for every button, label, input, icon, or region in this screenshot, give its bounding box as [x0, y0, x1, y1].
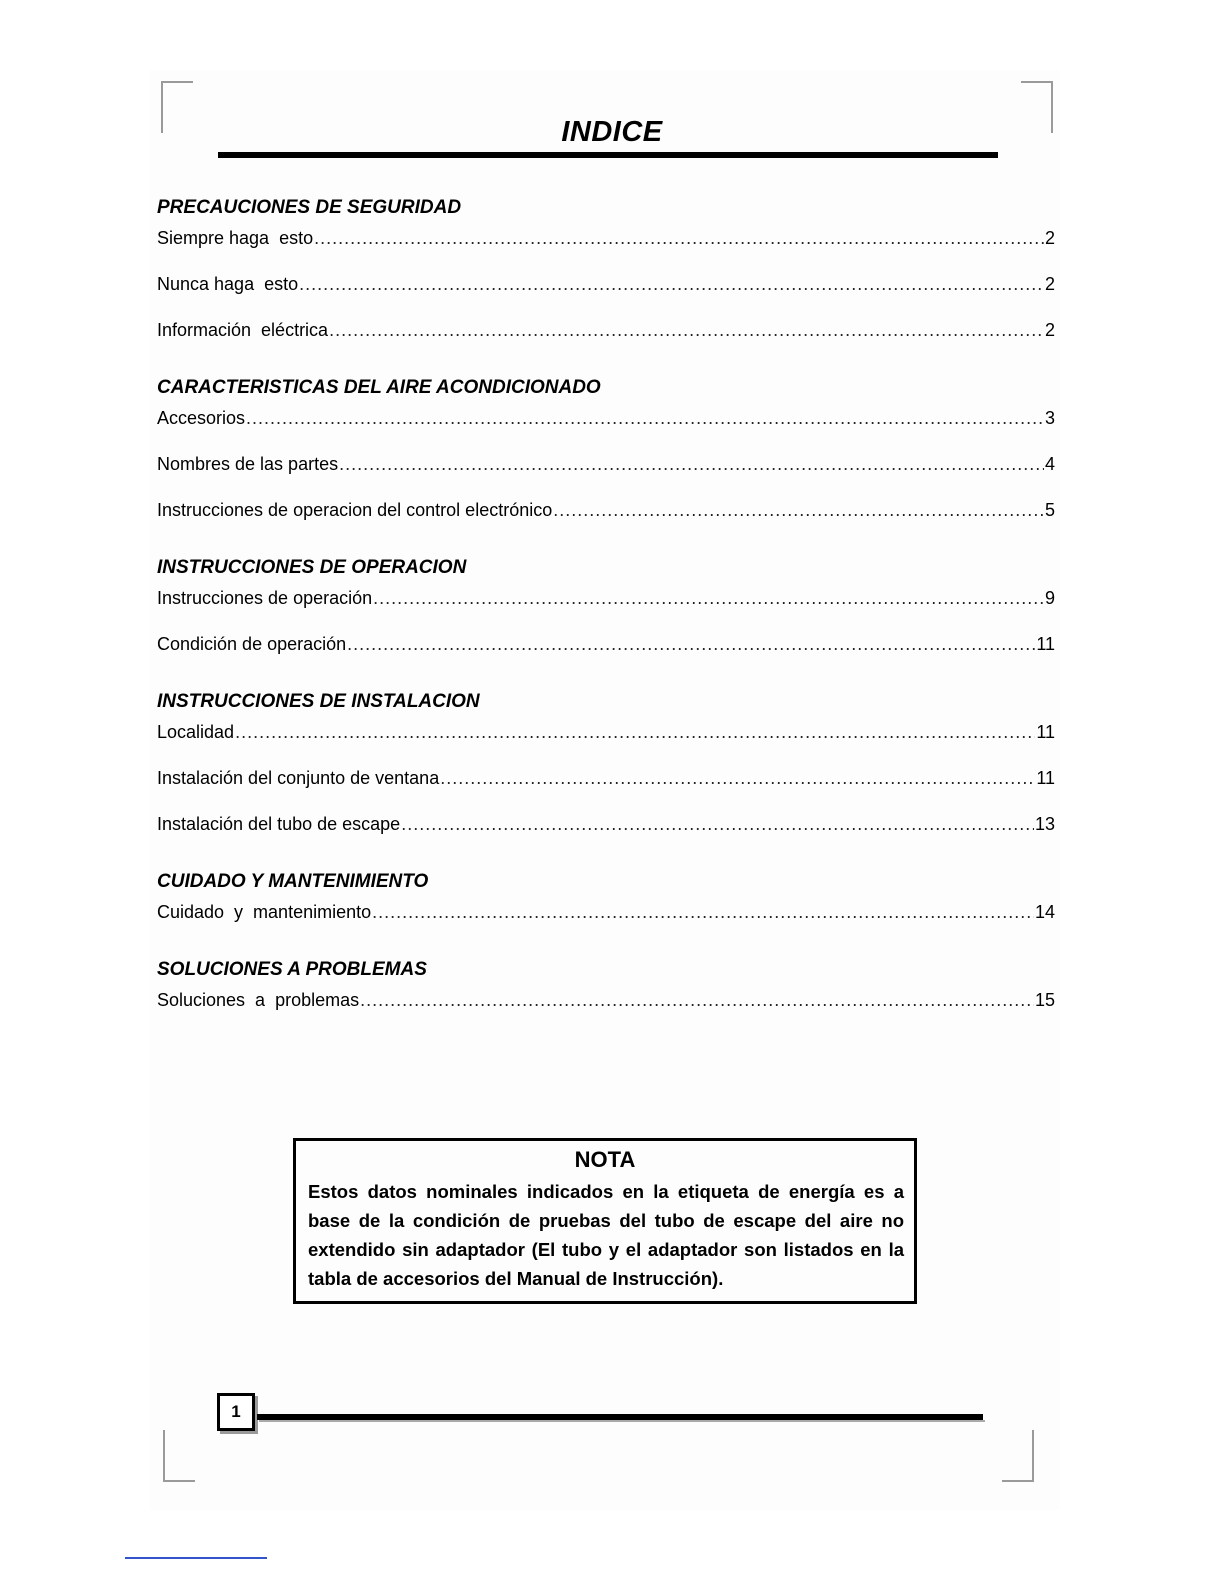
toc-entry[interactable] [157, 496, 1055, 540]
corner-mark-bottom-right [1002, 1430, 1034, 1482]
toc-leader-dots [373, 584, 1044, 612]
toc-entry[interactable] [157, 316, 1055, 360]
toc-entry[interactable] [157, 986, 1055, 1030]
toc-entry-page: 11 [1036, 722, 1055, 742]
section-heading: PRECAUCIONES DE SEGURIDAD [157, 197, 462, 218]
corner-mark-bottom-left [163, 1430, 195, 1482]
toc-leader-dots [372, 898, 1034, 926]
toc-entry[interactable] [157, 898, 1055, 942]
toc-entry-label: Instalación del tubo de escape [157, 814, 401, 834]
toc-entry[interactable] [157, 810, 1055, 854]
title-rule [218, 152, 998, 158]
toc-entry-label: Nunca haga esto [157, 274, 299, 294]
toc-entry-label: Instrucciones de operación [157, 588, 373, 608]
toc-leader-dots [235, 718, 1035, 746]
toc-entry[interactable] [157, 764, 1055, 808]
section-gap [157, 854, 1055, 868]
toc-entry[interactable] [157, 270, 1055, 314]
section-heading: CARACTERISTICAS DEL AIRE ACONDICIONADO [157, 377, 601, 398]
toc-leader-dots [347, 630, 1035, 658]
section-gap [157, 360, 1055, 374]
toc-entry-page: 11 [1036, 768, 1055, 788]
toc-leader-dots [401, 810, 1034, 838]
toc-entry-label: Instalación del conjunto de ventana [157, 768, 440, 788]
toc-entry-page: 15 [1034, 990, 1055, 1010]
toc-leader-dots [299, 270, 1044, 298]
toc-entry[interactable] [157, 630, 1055, 674]
table-of-contents [157, 194, 1055, 1030]
toc-entry-page: 2 [1044, 320, 1055, 340]
section-gap [157, 540, 1055, 554]
toc-entry-page: 4 [1044, 454, 1055, 474]
toc-entry-label: Nombres de las partes [157, 454, 339, 474]
note-title: NOTA [574, 1147, 636, 1172]
toc-entry[interactable] [157, 584, 1055, 628]
toc-entry-label: Cuidado y mantenimiento [157, 902, 372, 922]
toc-entry-label: Siempre haga esto [157, 228, 314, 248]
toc-leader-dots [440, 764, 1035, 792]
toc-entry-label: Soluciones a problemas [157, 990, 360, 1010]
toc-entry-page: 5 [1044, 500, 1055, 520]
toc-entry[interactable] [157, 224, 1055, 268]
toc-entry[interactable] [157, 450, 1055, 494]
toc-leader-dots [314, 224, 1044, 252]
toc-entry[interactable] [157, 718, 1055, 762]
footer-rule-shadow [259, 1420, 985, 1422]
toc-entry-label: Instrucciones de operacion del control electrónico [157, 500, 553, 520]
toc-entry-page: 13 [1034, 814, 1055, 834]
toc-leader-dots [339, 450, 1044, 478]
page-title: INDICE [561, 116, 663, 148]
toc-entry-label: Información eléctrica [157, 320, 329, 340]
toc-leader-dots [360, 986, 1034, 1014]
toc-leader-dots [329, 316, 1044, 344]
toc-entry-page: 9 [1044, 588, 1055, 608]
section-heading: SOLUCIONES A PROBLEMAS [157, 959, 427, 980]
toc-entry-page: 3 [1044, 408, 1055, 428]
section-gap [157, 942, 1055, 956]
note-box [293, 1138, 917, 1304]
toc-entry-label: Localidad [157, 722, 235, 742]
bottom-link-underline [125, 1557, 267, 1559]
toc-entry-page: 2 [1044, 228, 1055, 248]
page-number: 1 [217, 1393, 255, 1431]
section-heading: INSTRUCCIONES DE INSTALACION [157, 691, 480, 712]
toc-entry[interactable] [157, 404, 1055, 448]
section-gap [157, 674, 1055, 688]
toc-entry-page: 2 [1044, 274, 1055, 294]
toc-entry-label: Accesorios [157, 408, 246, 428]
section-heading: CUIDADO Y MANTENIMIENTO [157, 871, 429, 892]
toc-leader-dots [246, 404, 1044, 432]
section-heading: INSTRUCCIONES DE OPERACION [157, 557, 467, 578]
toc-entry-label: Condición de operación [157, 634, 347, 654]
toc-entry-page: 14 [1034, 902, 1055, 922]
toc-leader-dots [553, 496, 1044, 524]
toc-entry-page: 11 [1036, 634, 1055, 654]
note-body: Estos datos nominales indicados en la etiqueta de energía es a base de la condición de pruebas del tubo de escape del aire no extendido sin adaptador (El tubo y el adaptador son listados en la tabla de accesorios del Manual de Instrucción). [308, 1181, 904, 1289]
